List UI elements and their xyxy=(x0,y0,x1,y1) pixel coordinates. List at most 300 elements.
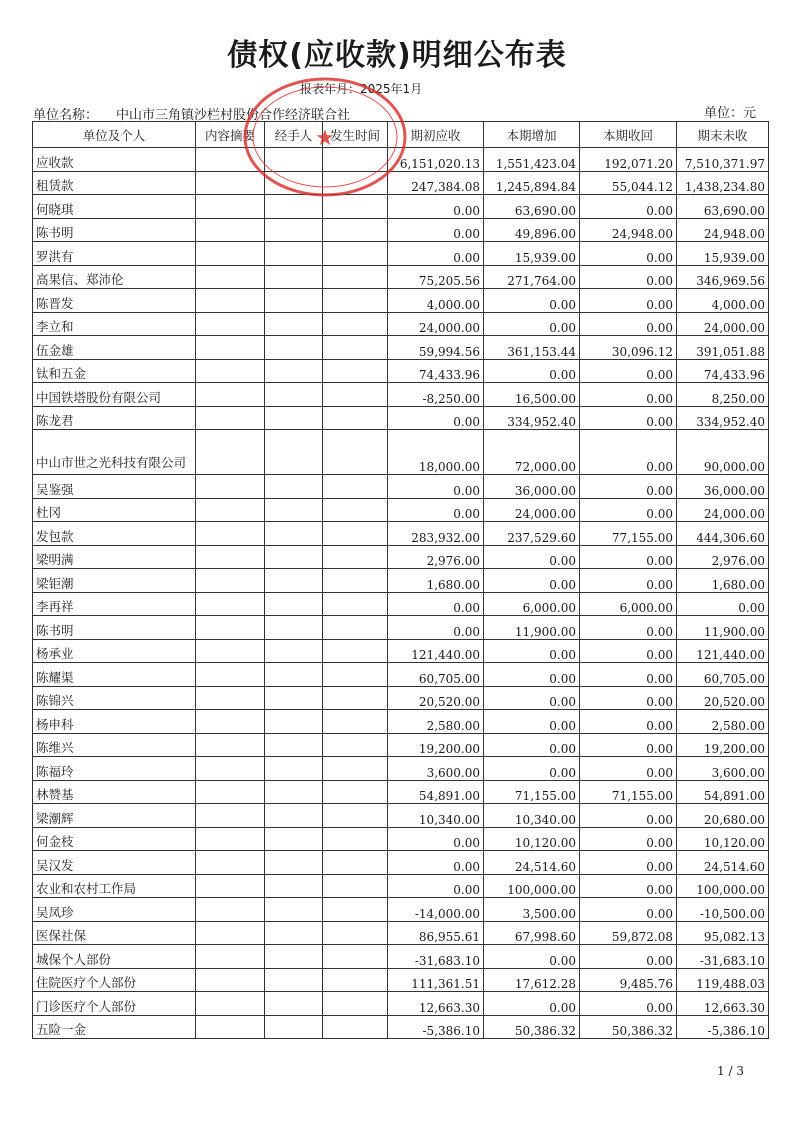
date-cell xyxy=(323,686,388,710)
closing-cell: 4,000.00 xyxy=(677,289,769,313)
increase-cell: 0.00 xyxy=(484,569,580,593)
date-cell xyxy=(323,639,388,663)
closing-cell: 100,000.00 xyxy=(677,874,769,898)
opening-cell: 12,663.30 xyxy=(388,992,484,1016)
table-row xyxy=(33,827,769,851)
summary-cell xyxy=(196,406,265,430)
summary-cell xyxy=(196,522,265,546)
opening-cell: 19,200.00 xyxy=(388,733,484,757)
row-entity-name: 医保社保 xyxy=(33,921,196,945)
recovered-cell: 0.00 xyxy=(580,383,677,407)
summary-cell xyxy=(196,780,265,804)
date-cell xyxy=(323,780,388,804)
table-row xyxy=(33,522,769,546)
recovered-cell: 0.00 xyxy=(580,289,677,313)
opening-cell: 121,440.00 xyxy=(388,639,484,663)
closing-cell: -10,500.00 xyxy=(677,898,769,922)
recovered-cell: 0.00 xyxy=(580,359,677,383)
increase-cell: 0.00 xyxy=(484,663,580,687)
handler-cell xyxy=(265,686,323,710)
closing-cell: 24,000.00 xyxy=(677,498,769,522)
summary-cell xyxy=(196,148,265,172)
table-header-row xyxy=(33,122,769,148)
increase-cell: 50,386.32 xyxy=(484,1015,580,1039)
handler-cell xyxy=(265,945,323,969)
handler-cell xyxy=(265,312,323,336)
row-entity-name: 农业和农村工作局 xyxy=(33,874,196,898)
recovered-cell: 192,071.20 xyxy=(580,148,677,172)
date-cell xyxy=(323,663,388,687)
table-row xyxy=(33,383,769,407)
table-row xyxy=(33,498,769,522)
table-row xyxy=(33,195,769,219)
opening-cell: 0.00 xyxy=(388,218,484,242)
recovered-cell: 0.00 xyxy=(580,992,677,1016)
date-cell xyxy=(323,148,388,172)
closing-cell: 121,440.00 xyxy=(677,639,769,663)
recovered-cell: 30,096.12 xyxy=(580,336,677,360)
closing-cell: 11,900.00 xyxy=(677,616,769,640)
handler-cell xyxy=(265,757,323,781)
table-row xyxy=(33,1015,769,1039)
date-cell xyxy=(323,522,388,546)
closing-cell: 90,000.00 xyxy=(677,430,769,475)
header-handler: 经手人 xyxy=(265,122,323,148)
summary-cell xyxy=(196,195,265,219)
summary-cell xyxy=(196,359,265,383)
unit-name-value: 中山市三角镇沙栏村股份合作经济联合社 xyxy=(116,108,351,123)
summary-cell xyxy=(196,545,265,569)
opening-cell: 0.00 xyxy=(388,592,484,616)
closing-cell: 95,082.13 xyxy=(677,921,769,945)
row-entity-name: 发包款 xyxy=(33,522,196,546)
table-row xyxy=(33,898,769,922)
closing-cell: 20,680.00 xyxy=(677,804,769,828)
handler-cell xyxy=(265,289,323,313)
recovered-cell: 0.00 xyxy=(580,757,677,781)
handler-cell xyxy=(265,430,323,475)
opening-cell: 0.00 xyxy=(388,616,484,640)
handler-cell xyxy=(265,171,323,195)
date-cell xyxy=(323,874,388,898)
summary-cell xyxy=(196,992,265,1016)
row-entity-name: 梁潮辉 xyxy=(33,804,196,828)
increase-cell: 0.00 xyxy=(484,757,580,781)
summary-cell xyxy=(196,430,265,475)
date-cell xyxy=(323,851,388,875)
increase-cell: 1,245,894.84 xyxy=(484,171,580,195)
recovered-cell: 71,155.00 xyxy=(580,780,677,804)
opening-cell: 283,932.00 xyxy=(388,522,484,546)
opening-cell: 20,520.00 xyxy=(388,686,484,710)
closing-cell: 24,000.00 xyxy=(677,312,769,336)
handler-cell xyxy=(265,336,323,360)
row-entity-name: 陈龙君 xyxy=(33,406,196,430)
table-row xyxy=(33,171,769,195)
handler-cell xyxy=(265,616,323,640)
increase-cell: 72,000.00 xyxy=(484,430,580,475)
handler-cell xyxy=(265,968,323,992)
increase-cell: 6,000.00 xyxy=(484,592,580,616)
page-title: 债权(应收款)明细公布表 xyxy=(227,38,567,73)
receivables-table xyxy=(32,121,769,1039)
opening-cell: 24,000.00 xyxy=(388,312,484,336)
table-row xyxy=(33,686,769,710)
increase-cell: 67,998.60 xyxy=(484,921,580,945)
closing-cell: 2,580.00 xyxy=(677,710,769,734)
closing-cell: 1,438,234.80 xyxy=(677,171,769,195)
summary-cell xyxy=(196,569,265,593)
opening-cell: 0.00 xyxy=(388,406,484,430)
table-row xyxy=(33,710,769,734)
handler-cell xyxy=(265,359,323,383)
closing-cell: 54,891.00 xyxy=(677,780,769,804)
increase-cell: 36,000.00 xyxy=(484,475,580,499)
handler-cell xyxy=(265,780,323,804)
date-cell xyxy=(323,898,388,922)
opening-cell: 0.00 xyxy=(388,874,484,898)
handler-cell xyxy=(265,663,323,687)
handler-cell xyxy=(265,733,323,757)
date-cell xyxy=(323,430,388,475)
date-cell xyxy=(323,545,388,569)
summary-cell xyxy=(196,616,265,640)
summary-cell xyxy=(196,312,265,336)
report-date: 报表年月：2025年1月 xyxy=(300,82,423,96)
table-row xyxy=(33,804,769,828)
handler-cell xyxy=(265,851,323,875)
table-row xyxy=(33,430,769,475)
summary-cell xyxy=(196,757,265,781)
recovered-cell: 0.00 xyxy=(580,804,677,828)
closing-cell: 2,976.00 xyxy=(677,545,769,569)
currency-unit: 单位：元 xyxy=(703,106,756,121)
table-row xyxy=(33,592,769,616)
recovered-cell: 6,000.00 xyxy=(580,592,677,616)
summary-cell xyxy=(196,827,265,851)
date-cell xyxy=(323,592,388,616)
closing-cell: 15,939.00 xyxy=(677,242,769,266)
opening-cell: 75,205.56 xyxy=(388,265,484,289)
row-entity-name: 梁明满 xyxy=(33,545,196,569)
row-entity-name: 租赁款 xyxy=(33,171,196,195)
increase-cell: 0.00 xyxy=(484,545,580,569)
header-summary: 内容摘要 xyxy=(196,122,265,148)
seal-star: ★ xyxy=(315,126,335,151)
recovered-cell: 9,485.76 xyxy=(580,968,677,992)
summary-cell xyxy=(196,475,265,499)
handler-cell xyxy=(265,242,323,266)
table-row xyxy=(33,921,769,945)
increase-cell: 100,000.00 xyxy=(484,874,580,898)
recovered-cell: 0.00 xyxy=(580,406,677,430)
recovered-cell: 0.00 xyxy=(580,639,677,663)
table-row xyxy=(33,780,769,804)
handler-cell xyxy=(265,827,323,851)
header-recovered: 本期收回 xyxy=(580,122,677,148)
row-entity-name: 五险一金 xyxy=(33,1015,196,1039)
increase-cell: 361,153.44 xyxy=(484,336,580,360)
summary-cell xyxy=(196,289,265,313)
handler-cell xyxy=(265,992,323,1016)
recovered-cell: 0.00 xyxy=(580,616,677,640)
table-row xyxy=(33,289,769,313)
opening-cell: 4,000.00 xyxy=(388,289,484,313)
date-cell xyxy=(323,804,388,828)
table-row xyxy=(33,874,769,898)
opening-cell: 2,976.00 xyxy=(388,545,484,569)
opening-cell: 0.00 xyxy=(388,242,484,266)
table-row xyxy=(33,851,769,875)
opening-cell: 2,580.00 xyxy=(388,710,484,734)
opening-cell: 54,891.00 xyxy=(388,780,484,804)
recovered-cell: 0.00 xyxy=(580,663,677,687)
increase-cell: 63,690.00 xyxy=(484,195,580,219)
increase-cell: 3,500.00 xyxy=(484,898,580,922)
date-cell xyxy=(323,359,388,383)
summary-cell xyxy=(196,898,265,922)
date-cell xyxy=(323,569,388,593)
closing-cell: -5,386.10 xyxy=(677,1015,769,1039)
table-row xyxy=(33,242,769,266)
recovered-cell: 0.00 xyxy=(580,874,677,898)
row-entity-name: 吴凤珍 xyxy=(33,898,196,922)
row-entity-name: 陈福玲 xyxy=(33,757,196,781)
recovered-cell: 0.00 xyxy=(580,430,677,475)
increase-cell: 271,764.00 xyxy=(484,265,580,289)
table-row xyxy=(33,336,769,360)
table-row xyxy=(33,359,769,383)
opening-cell: 0.00 xyxy=(388,195,484,219)
closing-cell: -31,683.10 xyxy=(677,945,769,969)
date-cell xyxy=(323,336,388,360)
header-entity: 单位及个人 xyxy=(33,122,196,148)
recovered-cell: 0.00 xyxy=(580,312,677,336)
handler-cell xyxy=(265,804,323,828)
handler-cell xyxy=(265,195,323,219)
row-entity-name: 林赞基 xyxy=(33,780,196,804)
summary-cell xyxy=(196,592,265,616)
closing-cell: 19,200.00 xyxy=(677,733,769,757)
page-number: 1 / 3 xyxy=(717,1064,744,1078)
date-cell xyxy=(323,171,388,195)
summary-cell xyxy=(196,804,265,828)
row-entity-name: 杨承业 xyxy=(33,639,196,663)
unit-name-label: 单位名称： xyxy=(33,108,99,123)
date-cell xyxy=(323,312,388,336)
date-cell xyxy=(323,827,388,851)
recovered-cell: 0.00 xyxy=(580,827,677,851)
closing-cell: 10,120.00 xyxy=(677,827,769,851)
table-row xyxy=(33,992,769,1016)
row-entity-name: 中山市世之光科技有限公司 xyxy=(33,430,196,475)
increase-cell: 24,514.60 xyxy=(484,851,580,875)
summary-cell xyxy=(196,498,265,522)
closing-cell: 1,680.00 xyxy=(677,569,769,593)
date-cell xyxy=(323,757,388,781)
increase-cell: 334,952.40 xyxy=(484,406,580,430)
closing-cell: 3,600.00 xyxy=(677,757,769,781)
handler-cell xyxy=(265,218,323,242)
date-cell xyxy=(323,406,388,430)
date-cell xyxy=(323,992,388,1016)
header-increase: 本期增加 xyxy=(484,122,580,148)
row-entity-name: 陈锦兴 xyxy=(33,686,196,710)
increase-cell: 0.00 xyxy=(484,359,580,383)
increase-cell: 24,000.00 xyxy=(484,498,580,522)
opening-cell: 0.00 xyxy=(388,827,484,851)
recovered-cell: 0.00 xyxy=(580,733,677,757)
row-entity-name: 陈书明 xyxy=(33,616,196,640)
summary-cell xyxy=(196,383,265,407)
row-entity-name: 杨申科 xyxy=(33,710,196,734)
recovered-cell: 50,386.32 xyxy=(580,1015,677,1039)
summary-cell xyxy=(196,968,265,992)
handler-cell xyxy=(265,383,323,407)
recovered-cell: 0.00 xyxy=(580,851,677,875)
recovered-cell: 0.00 xyxy=(580,498,677,522)
opening-cell: 247,384.08 xyxy=(388,171,484,195)
handler-cell xyxy=(265,498,323,522)
closing-cell: 391,051.88 xyxy=(677,336,769,360)
summary-cell xyxy=(196,945,265,969)
opening-cell: 74,433.96 xyxy=(388,359,484,383)
table-row xyxy=(33,406,769,430)
opening-cell: 18,000.00 xyxy=(388,430,484,475)
table-row xyxy=(33,218,769,242)
date-cell xyxy=(323,475,388,499)
closing-cell: 346,969.56 xyxy=(677,265,769,289)
row-entity-name: 应收款 xyxy=(33,148,196,172)
row-entity-name: 高果信、郑沛伦 xyxy=(33,265,196,289)
date-cell xyxy=(323,710,388,734)
row-entity-name: 李再祥 xyxy=(33,592,196,616)
closing-cell: 20,520.00 xyxy=(677,686,769,710)
recovered-cell: 0.00 xyxy=(580,945,677,969)
row-entity-name: 何晓琪 xyxy=(33,195,196,219)
recovered-cell: 0.00 xyxy=(580,195,677,219)
handler-cell xyxy=(265,406,323,430)
table-row xyxy=(33,945,769,969)
row-entity-name: 陈耀渠 xyxy=(33,663,196,687)
handler-cell xyxy=(265,898,323,922)
increase-cell: 49,896.00 xyxy=(484,218,580,242)
recovered-cell: 24,948.00 xyxy=(580,218,677,242)
opening-cell: 1,680.00 xyxy=(388,569,484,593)
table-row xyxy=(33,312,769,336)
date-cell xyxy=(323,195,388,219)
table-row xyxy=(33,616,769,640)
table-row xyxy=(33,569,769,593)
recovered-cell: 0.00 xyxy=(580,265,677,289)
row-entity-name: 梁钜潮 xyxy=(33,569,196,593)
recovered-cell: 59,872.08 xyxy=(580,921,677,945)
row-entity-name: 住院医疗个人部份 xyxy=(33,968,196,992)
closing-cell: 7,510,371.97 xyxy=(677,148,769,172)
handler-cell xyxy=(265,592,323,616)
increase-cell: 0.00 xyxy=(484,992,580,1016)
date-cell xyxy=(323,733,388,757)
header-opening: 期初应收 xyxy=(388,122,484,148)
increase-cell: 10,340.00 xyxy=(484,804,580,828)
increase-cell: 0.00 xyxy=(484,686,580,710)
increase-cell: 17,612.28 xyxy=(484,968,580,992)
recovered-cell: 0.00 xyxy=(580,898,677,922)
table-row xyxy=(33,968,769,992)
handler-cell xyxy=(265,265,323,289)
handler-cell xyxy=(265,475,323,499)
handler-cell xyxy=(265,874,323,898)
increase-cell: 0.00 xyxy=(484,710,580,734)
handler-cell xyxy=(265,639,323,663)
closing-cell: 8,250.00 xyxy=(677,383,769,407)
opening-cell: 59,994.56 xyxy=(388,336,484,360)
summary-cell xyxy=(196,171,265,195)
table-row xyxy=(33,757,769,781)
date-cell xyxy=(323,242,388,266)
date-cell xyxy=(323,968,388,992)
opening-cell: 10,340.00 xyxy=(388,804,484,828)
summary-cell xyxy=(196,218,265,242)
increase-cell: 71,155.00 xyxy=(484,780,580,804)
row-entity-name: 伍金雄 xyxy=(33,336,196,360)
increase-cell: 0.00 xyxy=(484,945,580,969)
date-cell xyxy=(323,616,388,640)
summary-cell xyxy=(196,1015,265,1039)
table-row xyxy=(33,663,769,687)
recovered-cell: 0.00 xyxy=(580,710,677,734)
table-row xyxy=(33,733,769,757)
closing-cell: 36,000.00 xyxy=(677,475,769,499)
summary-cell xyxy=(196,874,265,898)
opening-cell: -14,000.00 xyxy=(388,898,484,922)
handler-cell xyxy=(265,710,323,734)
summary-cell xyxy=(196,265,265,289)
header-closing: 期末未收 xyxy=(677,122,769,148)
opening-cell: -31,683.10 xyxy=(388,945,484,969)
summary-cell xyxy=(196,686,265,710)
opening-cell: 0.00 xyxy=(388,851,484,875)
date-cell xyxy=(323,498,388,522)
closing-cell: 12,663.30 xyxy=(677,992,769,1016)
closing-cell: 119,488.03 xyxy=(677,968,769,992)
header-date: 发生时间 xyxy=(323,122,388,148)
summary-cell xyxy=(196,851,265,875)
row-entity-name: 城保个人部份 xyxy=(33,945,196,969)
row-entity-name: 何金枝 xyxy=(33,827,196,851)
row-entity-name: 门诊医疗个人部份 xyxy=(33,992,196,1016)
closing-cell: 334,952.40 xyxy=(677,406,769,430)
increase-cell: 1,551,423.04 xyxy=(484,148,580,172)
summary-cell xyxy=(196,663,265,687)
row-entity-name: 罗洪有 xyxy=(33,242,196,266)
row-entity-name: 杜冈 xyxy=(33,498,196,522)
opening-cell: 6,151,020.13 xyxy=(388,148,484,172)
opening-cell: 0.00 xyxy=(388,475,484,499)
row-entity-name: 吴鉴强 xyxy=(33,475,196,499)
table-row xyxy=(33,639,769,663)
increase-cell: 16,500.00 xyxy=(484,383,580,407)
increase-cell: 0.00 xyxy=(484,312,580,336)
row-entity-name: 陈维兴 xyxy=(33,733,196,757)
handler-cell xyxy=(265,569,323,593)
closing-cell: 24,948.00 xyxy=(677,218,769,242)
increase-cell: 15,939.00 xyxy=(484,242,580,266)
summary-cell xyxy=(196,733,265,757)
date-cell xyxy=(323,945,388,969)
recovered-cell: 0.00 xyxy=(580,686,677,710)
closing-cell: 24,514.60 xyxy=(677,851,769,875)
